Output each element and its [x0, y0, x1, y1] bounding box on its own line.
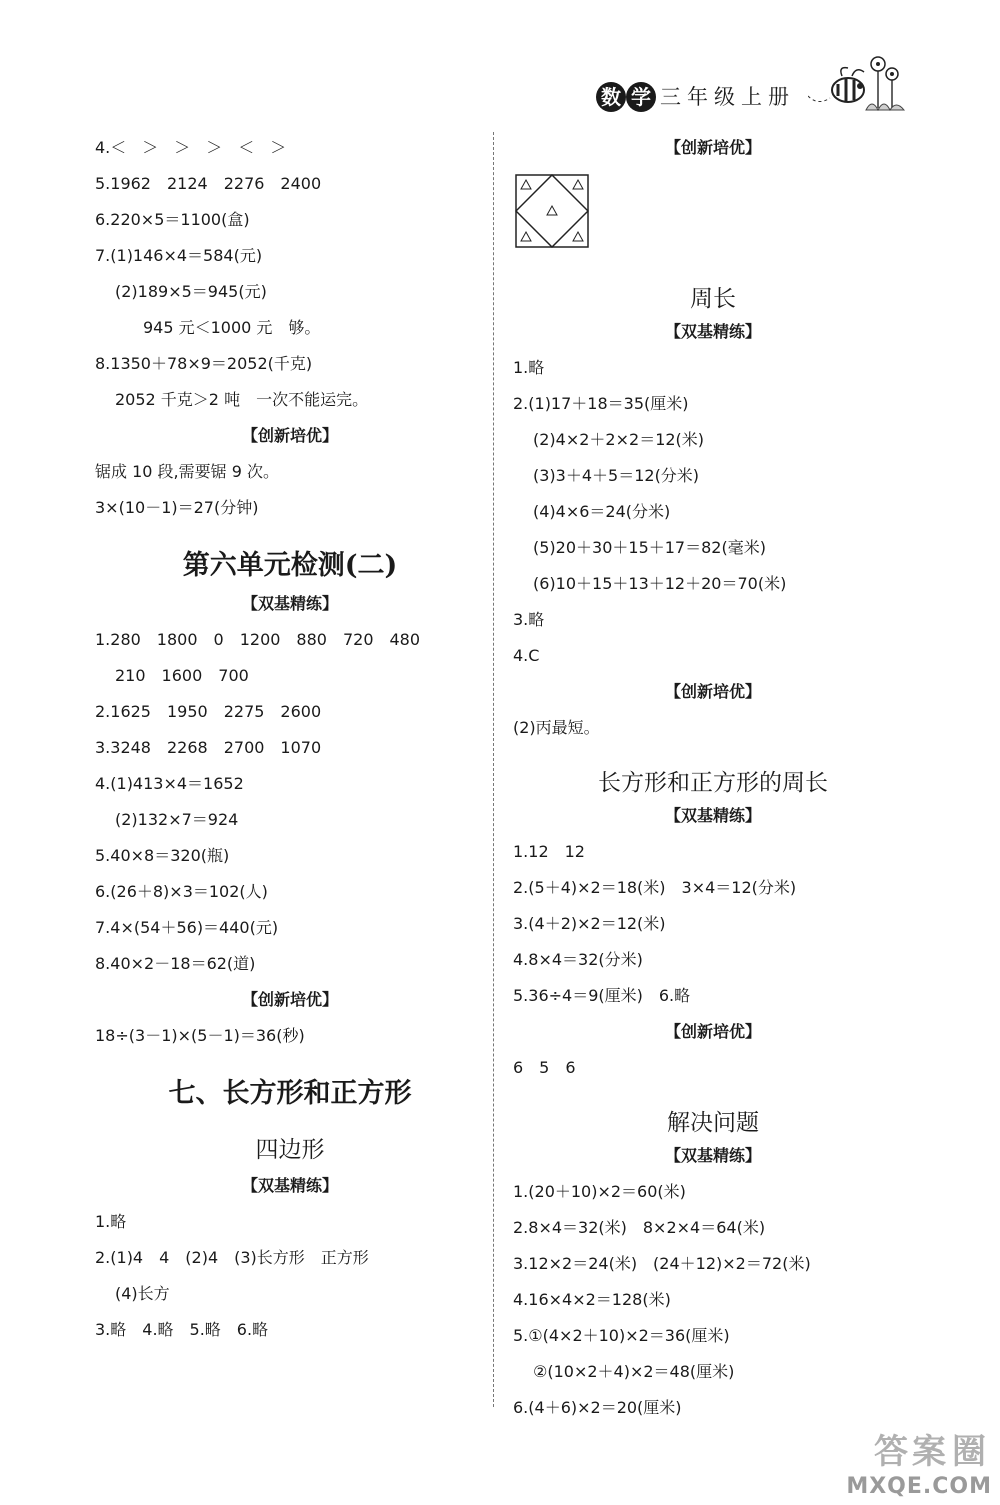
answer-line: 6.220×5＝1100(盒)	[95, 210, 250, 229]
answer-line: 2.(1)4 4 (2)4 (3)长方形 正方形	[95, 1248, 369, 1267]
unit-heading: 第六单元检测(二)	[182, 550, 398, 581]
section-subheading: 【双基精练】	[664, 806, 761, 825]
section-subheading: 【创新培优】	[664, 138, 761, 157]
answer-line: 8.1350＋78×9＝2052(千克)	[95, 354, 313, 373]
answer-line: 2052 千克＞2 吨 一次不能运完。	[115, 390, 369, 409]
answer-line: 6 5 6	[513, 1058, 576, 1077]
answer-line: 3.略	[513, 610, 545, 629]
answer-line: 1.12 12	[513, 842, 585, 861]
section-subheading: 【双基精练】	[241, 594, 338, 613]
watermark	[846, 1405, 1000, 1505]
answer-line: 6.(26＋8)×3＝102(人)	[95, 882, 268, 901]
answer-line: 2.(1)17＋18＝35(厘米)	[513, 394, 689, 413]
section-subheading: 【创新培优】	[241, 990, 338, 1009]
answer-line: 5.40×8＝320(瓶)	[95, 846, 230, 865]
section-subheading: 【创新培优】	[664, 682, 761, 701]
answer-line: (2)132×7＝924	[115, 810, 239, 829]
answer-line: 3×(10－1)＝27(分钟)	[95, 498, 259, 517]
column-divider	[493, 132, 494, 1407]
bee-flower-icon	[808, 48, 908, 118]
watermark-char: 圈	[952, 1432, 986, 1472]
answer-line: 4.16×4×2＝128(米)	[513, 1290, 671, 1309]
answer-line: 18÷(3－1)×(5－1)＝36(秒)	[95, 1026, 305, 1045]
answer-line: 2.8×4＝32(米) 8×2×4＝64(米)	[513, 1218, 766, 1237]
answer-line: 5.1962 2124 2276 2400	[95, 174, 322, 193]
lesson-heading: 四边形	[255, 1137, 325, 1163]
section-subheading: 【双基精练】	[664, 322, 761, 341]
answer-line: 4.＜ ＞ ＞ ＞ ＜ ＞	[95, 138, 287, 157]
left-column	[95, 130, 485, 1348]
answer-line: 1.280 1800 0 1200 880 720 480	[95, 630, 421, 649]
answer-line: 3.(4＋2)×2＝12(米)	[513, 914, 666, 933]
page-header	[590, 48, 910, 118]
answer-line: (5)20＋30＋15＋17＝82(毫米)	[533, 538, 766, 557]
answer-line: 945 元＜1000 元 够。	[143, 318, 321, 337]
section-subheading: 【双基精练】	[241, 1176, 338, 1195]
answer-line: (2)189×5＝945(元)	[115, 282, 267, 301]
answer-line: (6)10＋15＋13＋12＋20＝70(米)	[533, 574, 787, 593]
subject-badge-char: 学	[626, 82, 656, 112]
answer-line: 1.略	[513, 358, 545, 377]
section-subheading: 【创新培优】	[664, 1022, 761, 1041]
unit-heading: 七、长方形和正方形	[168, 1078, 412, 1109]
answer-line: (2)丙最短。	[513, 718, 600, 737]
grade-text: 三年级上册	[660, 85, 795, 109]
answer-line: 5.①(4×2＋10)×2＝36(厘米)	[513, 1326, 730, 1345]
answer-line: 锯成 10 段,需要锯 9 次。	[95, 462, 279, 481]
answer-line: (3)3＋4＋5＝12(分米)	[533, 466, 700, 485]
answer-line: 8.40×2－18＝62(道)	[95, 954, 256, 973]
section-subheading: 【双基精练】	[664, 1146, 761, 1165]
answer-line: (4)长方	[115, 1284, 170, 1303]
watermark-char: 答	[874, 1432, 908, 1472]
answer-line: 2.(5＋4)×2＝18(米) 3×4＝12(分米)	[513, 878, 797, 897]
lesson-heading: 解决问题	[667, 1110, 759, 1136]
section-subheading: 【创新培优】	[241, 426, 338, 445]
watermark-char: 案	[912, 1432, 946, 1472]
answer-line: 4.C	[513, 646, 540, 665]
answer-line: 6.(4＋6)×2＝20(厘米)	[513, 1398, 682, 1417]
subject-badge-char: 数	[596, 82, 626, 112]
answer-line: 7.4×(54＋56)＝440(元)	[95, 918, 279, 937]
lesson-heading: 周长	[690, 286, 736, 312]
answer-line: (4)4×6＝24(分米)	[533, 502, 671, 521]
answer-line: 3.3248 2268 2700 1070	[95, 738, 322, 757]
answer-line: 5.36÷4＝9(厘米) 6.略	[513, 986, 691, 1005]
answer-line: 1.(20＋10)×2＝60(米)	[513, 1182, 686, 1201]
lesson-heading: 长方形和正方形的周长	[598, 770, 828, 796]
answer-line: 3.略 4.略 5.略 6.略	[95, 1320, 269, 1339]
answer-line: ②(10×2＋4)×2＝48(厘米)	[533, 1362, 735, 1381]
answer-line: 3.12×2＝24(米) (24＋12)×2＝72(米)	[513, 1254, 811, 1273]
answer-line: 4.8×4＝32(分米)	[513, 950, 643, 969]
right-column	[513, 130, 913, 1426]
answer-line: 210 1600 700	[115, 666, 249, 685]
answer-line: 2.1625 1950 2275 2600	[95, 702, 322, 721]
answer-line: 7.(1)146×4＝584(元)	[95, 246, 263, 265]
answer-line: 1.略	[95, 1212, 127, 1231]
quadrilateral-figure	[515, 174, 589, 248]
watermark-site: MXQE.COM	[846, 1474, 992, 1499]
answer-line: (2)4×2＋2×2＝12(米)	[533, 430, 705, 449]
answer-line: 4.(1)413×4＝1652	[95, 774, 244, 793]
